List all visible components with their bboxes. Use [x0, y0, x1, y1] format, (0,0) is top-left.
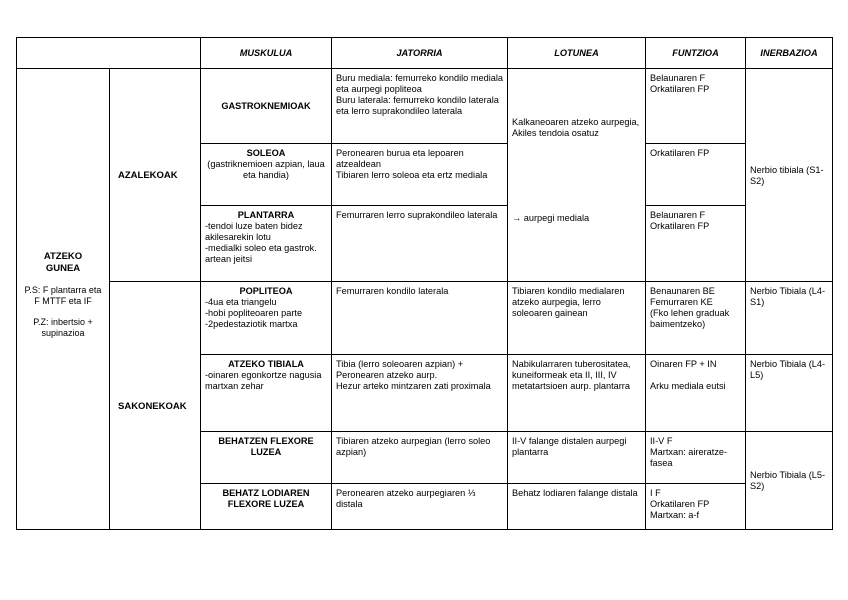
insertion-behatzen-flexore: [508, 432, 646, 484]
function-atzeko-tibiala: [646, 355, 746, 432]
nerve-popliteoa: Nerbio Tibiala (L4-S1): [746, 282, 833, 355]
muscle-desc: (gastriknemioen azpian, laua eta handia): [207, 159, 325, 180]
function-line: Belaunaren F: [650, 73, 706, 83]
function-gastroknemioak: [646, 69, 746, 144]
origin-behatzen-flexore: [332, 432, 508, 484]
group-title-2: GUNEA: [45, 262, 81, 274]
muscle-desc: -2pedestaziotik martxa: [205, 319, 298, 329]
insertion-popliteoa: [508, 282, 646, 355]
origin-gastroknemioak: [332, 69, 508, 144]
group-pz: P.Z: inbertsio + supinazioa: [33, 316, 93, 338]
muscle-desc: -tendoi luze baten bidez akilesarekin lotu: [205, 221, 303, 242]
origin-line: Femurraren kondilo laterala: [336, 286, 449, 296]
origin-line: Buru mediala: femurreko kondilo mediala eta aurpegi popliteoa: [336, 73, 503, 94]
header-inerbazioa: INERBAZIOA: [746, 38, 833, 69]
muscle-gastroknemioak: [201, 69, 332, 144]
function-line: Orkatilaren FP: [650, 84, 710, 94]
header-muskulua: MUSKULUA: [201, 38, 332, 69]
muscle-popliteoa: [201, 282, 332, 355]
muscle-table: [16, 37, 833, 530]
function-line: (Fko lehen graduak baimentzeko): [650, 308, 730, 329]
muscle-desc: -oinaren egonkortze nagusia martxan zehar: [205, 370, 322, 391]
insertion-line: Tibiaren kondilo medialaren atzeko aurpegia, lerro soleoaren gainean: [512, 286, 625, 318]
group-cell: [17, 69, 110, 530]
muscle-name: POPLITEOA: [239, 286, 293, 296]
subgroup-deep: SAKONEKOAK: [110, 282, 201, 530]
function-line: Orkatilaren FP: [650, 221, 710, 231]
function-plantarra: [646, 206, 746, 282]
origin-line: Peronearen burua eta lepoaren atzealdean: [336, 148, 464, 169]
function-line: Arku mediala eutsi: [650, 381, 726, 391]
function-line: I F: [650, 488, 661, 498]
origin-behatz-lodiaren: [332, 484, 508, 530]
origin-line: Femurraren lerro suprakondileo laterala: [336, 210, 498, 220]
origin-soleoa: [332, 144, 508, 206]
muscle-name: ATZEKO TIBIALA: [228, 359, 304, 369]
origin-atzeko-tibiala: [332, 355, 508, 432]
header-row: [17, 38, 833, 69]
function-line: Oinaren FP + IN: [650, 359, 717, 369]
origin-line: Peronearen atzeko aurpegiaren ⅓ distala: [336, 488, 476, 509]
nerve-superficial: Nerbio tibiala (S1-S2): [746, 69, 833, 282]
origin-line: Tibiaren lerro soleoa eta ertz mediala: [336, 170, 488, 180]
muscle-name: SOLEOA: [246, 148, 286, 158]
muscle-behatz-lodiaren: [201, 484, 332, 530]
header-empty: [17, 38, 201, 69]
header-lotunea: LOTUNEA: [508, 38, 646, 69]
row-popliteoa: [17, 282, 833, 355]
function-line: Martxan: aireratze-fasea: [650, 447, 728, 468]
insertion-line: Kalkaneoaren atzeko aurpegia, Akiles tendoia osatuz: [512, 117, 640, 138]
muscle-name: BEHATZEN FLEXORE LUZEA: [218, 436, 314, 457]
function-line: Femurraren KE: [650, 297, 713, 307]
origin-popliteoa: [332, 282, 508, 355]
muscle-atzeko-tibiala: [201, 355, 332, 432]
header-funtzioa: FUNTZIOA: [646, 38, 746, 69]
function-line: Belaunaren F: [650, 210, 706, 220]
insertion-superficial: [508, 69, 646, 282]
origin-line: Tibia (lerro soleoaren azpian) + Peronearen atzeko aurp.: [336, 359, 464, 380]
muscle-name: BEHATZ LODIAREN FLEXORE LUZEA: [222, 488, 310, 509]
function-line: Orkatilaren FP: [650, 148, 710, 158]
insertion-behatz-lodiaren: [508, 484, 646, 530]
function-popliteoa: [646, 282, 746, 355]
muscle-behatzen-flexore: [201, 432, 332, 484]
muscle-plantarra: [201, 206, 332, 282]
header-jatorria: JATORRIA: [332, 38, 508, 69]
insertion-line: II-V falange distalen aurpegi plantarra: [512, 436, 627, 457]
muscle-soleoa: [201, 144, 332, 206]
row-gastroknemioak: [17, 69, 833, 144]
function-line: Orkatilaren FP: [650, 499, 710, 509]
muscle-name: PLANTARRA: [237, 210, 295, 220]
origin-line: Tibiaren atzeko aurpegian (lerro soleo azpian): [336, 436, 491, 457]
function-behatzen-flexore: [646, 432, 746, 484]
muscle-desc: -medialki soleo eta gastrok. artean jeitsi: [205, 243, 317, 264]
muscle-desc: -hobi popliteoaren parte: [205, 308, 303, 318]
origin-plantarra: [332, 206, 508, 282]
insertion-line: → aurpegi mediala: [512, 213, 590, 223]
origin-line: Buru laterala: femurreko kondilo laterala eta lerro suprakondileo laterala: [336, 95, 499, 116]
function-line: Benaunaren BE: [650, 286, 715, 296]
function-soleoa: [646, 144, 746, 206]
function-behatz-lodiaren: [646, 484, 746, 530]
function-line: Martxan: a-f: [650, 510, 700, 520]
insertion-line: Nabikularraren tuberositatea, kuneiformeak eta II, III, IV metatartsioen aurp. plantarra: [512, 359, 631, 391]
function-line: II-V F: [650, 436, 673, 446]
nerve-flexors: Nerbio Tibiala (L5-S2): [746, 432, 833, 530]
origin-line: Hezur arteko mintzaren zati proximala: [336, 381, 491, 391]
muscle-name: GASTROKNEMIOAK: [221, 101, 311, 111]
insertion-line: Behatz lodiaren falange distala: [512, 488, 638, 498]
insertion-atzeko-tibiala: [508, 355, 646, 432]
group-title-1: ATZEKO: [43, 250, 83, 262]
nerve-atzeko-tibiala: Nerbio Tibiala (L4-L5): [746, 355, 833, 432]
group-ps: P.S: F plantarra eta F MTTF eta IF: [24, 284, 102, 306]
muscle-desc: -4ua eta triangelu: [205, 297, 277, 307]
subgroup-superficial: AZALEKOAK: [110, 69, 201, 282]
